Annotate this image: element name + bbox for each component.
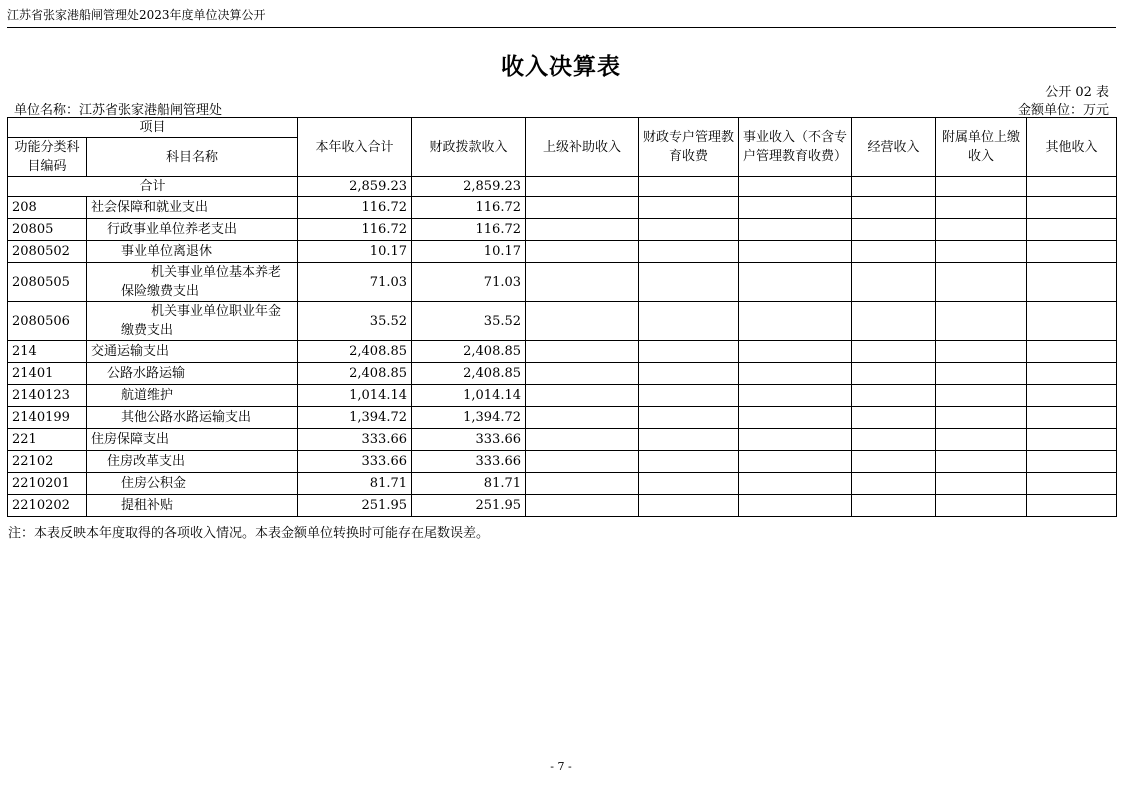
row-empty-cell [1027, 263, 1117, 302]
row-total-income: 116.72 [298, 197, 412, 219]
row-empty-cell [526, 219, 639, 241]
row-fiscal: 81.71 [412, 473, 526, 495]
table-row [8, 263, 1117, 302]
row-empty-cell [1027, 473, 1117, 495]
row-empty-cell [639, 407, 739, 429]
table-row [8, 429, 1117, 451]
row-empty-cell [936, 197, 1027, 219]
row-name: 交通运输支出 [87, 341, 298, 363]
row-code: 214 [8, 341, 87, 363]
row-empty-cell [1027, 241, 1117, 263]
row-empty-cell [526, 302, 639, 341]
row-empty-cell [1027, 407, 1117, 429]
header-total-income: 本年收入合计 [298, 118, 412, 177]
amount-unit: 金额单位：万元 [1017, 103, 1109, 118]
row-empty-cell [852, 363, 936, 385]
row-fiscal: 116.72 [412, 219, 526, 241]
row-empty-cell [526, 451, 639, 473]
row-empty-cell [1027, 385, 1117, 407]
row-empty-cell [639, 263, 739, 302]
row-fiscal: 116.72 [412, 197, 526, 219]
table-row [8, 302, 1117, 341]
running-header: 江苏省张家港船闸管理处2023年度单位决算公开 [7, 8, 266, 22]
total-label: 合计 [8, 177, 298, 197]
row-empty-cell [639, 495, 739, 517]
header-business: 事业收入（不含专户管理教育收费） [739, 118, 852, 177]
row-empty-cell [852, 241, 936, 263]
row-empty-cell [852, 219, 936, 241]
row-empty-cell [639, 241, 739, 263]
row-empty-cell [852, 495, 936, 517]
row-empty-cell [639, 219, 739, 241]
row-empty-cell [639, 363, 739, 385]
row-empty-cell [526, 385, 639, 407]
table-row [8, 385, 1117, 407]
row-empty-cell [739, 241, 852, 263]
header-edu-fee: 财政专户管理教育收费 [639, 118, 739, 177]
row-name: 住房公积金 [87, 473, 298, 495]
row-code: 2080502 [8, 241, 87, 263]
row-empty-cell [936, 263, 1027, 302]
row-empty-cell [852, 263, 936, 302]
row-empty-cell [1027, 495, 1117, 517]
row-empty-cell [936, 495, 1027, 517]
row-empty-cell [852, 197, 936, 219]
row-empty-cell [936, 407, 1027, 429]
row-name: 行政事业单位养老支出 [87, 219, 298, 241]
row-total-income: 251.95 [298, 495, 412, 517]
row-empty-cell [1027, 219, 1117, 241]
row-name: 住房保障支出 [87, 429, 298, 451]
row-empty-cell [852, 302, 936, 341]
total-income-value: 2,859.23 [298, 177, 412, 197]
row-code: 2140199 [8, 407, 87, 429]
header-superior: 上级补助收入 [526, 118, 639, 177]
row-code: 20805 [8, 219, 87, 241]
row-empty-cell [936, 385, 1027, 407]
row-name: 航道维护 [87, 385, 298, 407]
row-empty-cell [1027, 451, 1117, 473]
row-empty-cell [739, 385, 852, 407]
header-project: 项目 [8, 118, 298, 138]
row-name: 住房改革支出 [87, 451, 298, 473]
row-empty-cell [739, 197, 852, 219]
header-name: 科目名称 [87, 138, 298, 177]
row-name: 机关事业单位基本养老保险缴费支出 [87, 263, 298, 302]
row-empty-cell [936, 451, 1027, 473]
row-empty-cell [1027, 341, 1117, 363]
row-empty-cell [936, 363, 1027, 385]
unit-name: 单位名称：江苏省张家港船闸管理处 [14, 103, 223, 118]
table-row [8, 407, 1117, 429]
row-code: 21401 [8, 363, 87, 385]
row-fiscal: 333.66 [412, 429, 526, 451]
row-fiscal: 251.95 [412, 495, 526, 517]
row-empty-cell [936, 473, 1027, 495]
row-empty-cell [852, 429, 936, 451]
row-empty-cell [639, 451, 739, 473]
row-empty-cell [526, 429, 639, 451]
row-empty-cell [639, 341, 739, 363]
row-name: 机关事业单位职业年金缴费支出 [87, 302, 298, 341]
row-empty-cell [852, 407, 936, 429]
table-number: 公开 02 表 [1045, 85, 1109, 100]
row-code: 221 [8, 429, 87, 451]
row-empty-cell [639, 429, 739, 451]
row-empty-cell [852, 473, 936, 495]
row-code: 2080505 [8, 263, 87, 302]
row-empty-cell [852, 385, 936, 407]
row-fiscal: 2,408.85 [412, 341, 526, 363]
row-empty-cell [526, 363, 639, 385]
row-empty-cell [639, 197, 739, 219]
header-code: 功能分类科目编码 [8, 138, 87, 177]
row-empty-cell [739, 363, 852, 385]
row-code: 2210202 [8, 495, 87, 517]
table-row [8, 197, 1117, 219]
row-empty-cell [526, 263, 639, 302]
table-row [8, 495, 1117, 517]
header-affiliated: 附属单位上缴收入 [936, 118, 1027, 177]
row-name: 其他公路水路运输支出 [87, 407, 298, 429]
table-row [8, 241, 1117, 263]
row-empty-cell [936, 219, 1027, 241]
income-table [7, 117, 1117, 517]
row-empty-cell [1027, 197, 1117, 219]
row-empty-cell [526, 197, 639, 219]
row-name: 社会保障和就业支出 [87, 197, 298, 219]
row-total-income: 71.03 [298, 263, 412, 302]
row-empty-cell [936, 302, 1027, 341]
row-empty-cell [739, 473, 852, 495]
header-operating: 经营收入 [852, 118, 936, 177]
row-empty-cell [639, 302, 739, 341]
row-fiscal: 2,408.85 [412, 363, 526, 385]
row-empty-cell [739, 302, 852, 341]
row-empty-cell [739, 407, 852, 429]
row-name: 提租补贴 [87, 495, 298, 517]
table-row [8, 219, 1117, 241]
row-empty-cell [526, 341, 639, 363]
row-fiscal: 1,394.72 [412, 407, 526, 429]
row-total-income: 116.72 [298, 219, 412, 241]
header-fiscal: 财政拨款收入 [412, 118, 526, 177]
row-empty-cell [526, 407, 639, 429]
row-empty-cell [852, 341, 936, 363]
row-empty-cell [739, 495, 852, 517]
table-row [8, 473, 1117, 495]
row-empty-cell [852, 451, 936, 473]
row-empty-cell [526, 241, 639, 263]
row-code: 22102 [8, 451, 87, 473]
row-code: 2210201 [8, 473, 87, 495]
row-empty-cell [639, 473, 739, 495]
row-empty-cell [1027, 302, 1117, 341]
header-rule [7, 27, 1116, 28]
row-empty-cell [526, 495, 639, 517]
row-total-income: 35.52 [298, 302, 412, 341]
row-fiscal: 35.52 [412, 302, 526, 341]
row-code: 2080506 [8, 302, 87, 341]
row-fiscal: 333.66 [412, 451, 526, 473]
page-number: - 7 - [550, 760, 572, 773]
footnote: 注：本表反映本年度取得的各项收入情况。本表金额单位转换时可能存在尾数误差。 [8, 526, 490, 541]
page-title: 收入决算表 [501, 54, 621, 80]
header-other: 其他收入 [1027, 118, 1117, 177]
row-empty-cell [739, 429, 852, 451]
row-empty-cell [936, 241, 1027, 263]
row-empty-cell [1027, 429, 1117, 451]
row-name: 公路水路运输 [87, 363, 298, 385]
total-fiscal-value: 2,859.23 [412, 177, 526, 197]
row-empty-cell [639, 385, 739, 407]
row-fiscal: 1,014.14 [412, 385, 526, 407]
row-code: 208 [8, 197, 87, 219]
row-fiscal: 71.03 [412, 263, 526, 302]
row-empty-cell [739, 263, 852, 302]
row-empty-cell [1027, 363, 1117, 385]
row-total-income: 2,408.85 [298, 363, 412, 385]
row-total-income: 2,408.85 [298, 341, 412, 363]
table-row [8, 341, 1117, 363]
row-fiscal: 10.17 [412, 241, 526, 263]
row-empty-cell [936, 341, 1027, 363]
row-total-income: 81.71 [298, 473, 412, 495]
row-total-income: 1,014.14 [298, 385, 412, 407]
total-row [8, 177, 1117, 197]
row-total-income: 10.17 [298, 241, 412, 263]
row-total-income: 333.66 [298, 451, 412, 473]
row-total-income: 1,394.72 [298, 407, 412, 429]
row-code: 2140123 [8, 385, 87, 407]
row-name: 事业单位离退休 [87, 241, 298, 263]
row-empty-cell [739, 451, 852, 473]
row-empty-cell [739, 219, 852, 241]
table-row [8, 363, 1117, 385]
row-empty-cell [526, 473, 639, 495]
row-empty-cell [936, 429, 1027, 451]
row-empty-cell [739, 341, 852, 363]
row-total-income: 333.66 [298, 429, 412, 451]
table-row [8, 451, 1117, 473]
